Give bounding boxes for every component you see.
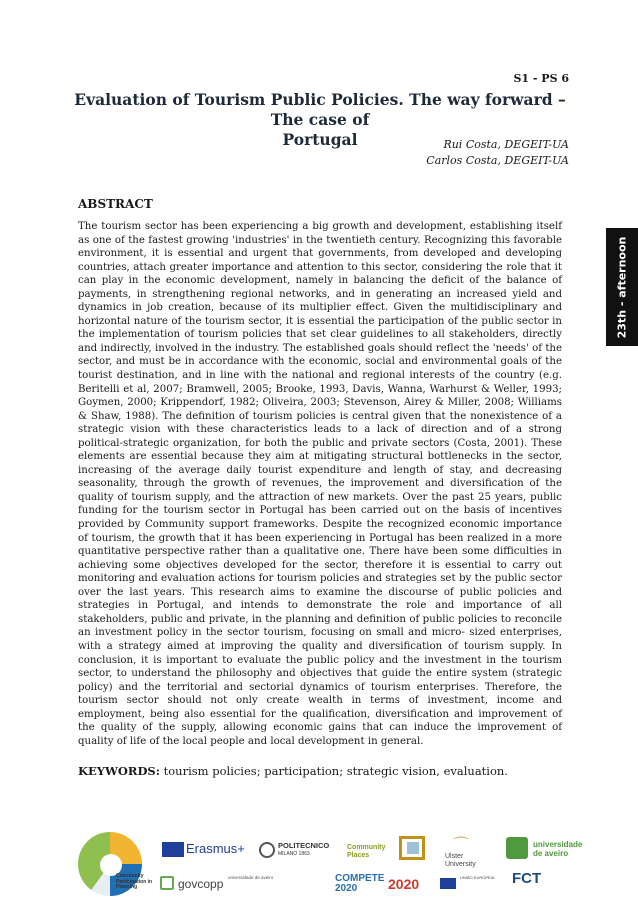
abstract-line: creation, because of its multiplier effect. Given the multidisciplinary and horizontal nature of the [78, 302, 562, 327]
cpp-logo-text: Community Participation in Planning [116, 873, 153, 890]
abstract-line: strengthening regional networks, and in generating an increased yield and dynamics in job [78, 288, 562, 314]
abstract-line: at mitigating structural bottlenecks in the sector, increasing of the average daily tourist [78, 451, 562, 476]
abstract-line: markets. Over the past 25 years, public funding for the tourism sector in Portugal has been [78, 491, 562, 517]
community-places-logo: Community Places [347, 844, 386, 859]
abstract-line: recognized economic importance of tourism, the growth that it has been experiencing in [78, 519, 562, 544]
abstract-heading: ABSTRACT [78, 197, 153, 211]
compete-logo: COMPETE 2020 [335, 873, 385, 894]
abstract-line: policies to reconcile an investment policy in the sector tourism, focusing on small and micro- [78, 613, 562, 639]
abstract-line: supply. In conclusion, it is important to evaluate the public policy and the investment in the [78, 640, 562, 666]
author: Rui Costa, DEGEIT-UA [443, 138, 569, 151]
square-logo-inner-icon [407, 842, 419, 854]
abstract-line: environment, it is essential and urgent that governments, from developed and developing [78, 248, 562, 260]
abstract-line: carried out on the basis of incentives provided by Community support frameworks. Despite the [78, 505, 562, 531]
politecnico-sub: MILANO 1863 [278, 851, 310, 857]
eu-flag-small-icon [440, 878, 456, 889]
abstract-line: the tourism sector should not only create wealth in terms of investment, income and [78, 681, 562, 707]
ulster-logo: Ulster University [445, 853, 476, 868]
abstract-line: play in the economic development, namely in balancing the deficit of the balance of payments, in [78, 275, 562, 300]
session-code: S1 - PS 6 [513, 72, 569, 85]
sponsor-logos [0, 820, 638, 903]
abstract-line: improvement and diversification of the quality of tourism supply, and the attraction of new [78, 478, 562, 503]
erasmus-logo: Erasmus+ [186, 841, 245, 856]
abstract-line: The tourism sector has been experiencing a big growth and development, establishing itself as [78, 221, 562, 246]
abstract-line: importance of all stakeholders, public and private, in the planning and definition of public [78, 600, 562, 625]
abstract-line: tourism policies is central given that the nonexistence of a strategic vision with these [78, 410, 563, 436]
keywords-text: tourism policies; participation; strategic vision, evaluation. [159, 764, 508, 778]
eu-flag-icon [162, 842, 184, 857]
side-tab [606, 228, 638, 346]
abstract-line: sized enterprises, with a strategy aimed at improving the quality and diversification of tourism [78, 627, 562, 652]
aveiro-logo: universidade de aveiro [533, 840, 583, 858]
politecnico-seal-icon [259, 842, 275, 858]
politecnico-name: POLITECNICO [278, 841, 330, 850]
ulster-u-icon: ⌒ [453, 837, 470, 854]
authors [426, 137, 569, 169]
abstract-line: Oliveira, 2003; Stevenson, Airey & Miller, 2008; Williams & Shaw, 1988). The definition of [78, 397, 562, 422]
abstract-line: countries, attach greater importance and attention to this sector, considering the role that it can [78, 261, 562, 287]
keywords [78, 764, 508, 778]
abstract-line: the industry. The established goals should reflect the 'needs' of the sector, and must be in [78, 342, 562, 368]
govcopp-icon [160, 876, 174, 890]
abstract-line: both the public and private sectors (Costa, 2001). These elements are essential because they aim [78, 437, 562, 463]
govcopp-logo: govcopp [178, 877, 224, 891]
abstract-line: of the local people and local development in general. [149, 735, 424, 747]
abstract-line: quality of the supply, allowing economic gains that can induce the improvement of quality of life [78, 722, 562, 747]
abstract-line: employment, being also essential for the qualification, diversification and improvement of the [78, 708, 562, 734]
keywords-label: KEYWORDS: [78, 764, 160, 778]
title-line: Portugal [282, 130, 358, 149]
author: Carlos Costa, DEGEIT-UA [426, 154, 569, 167]
abstract-line: expenditure and length of stay, and decreasing seasonality, through the growth of revenues, the [78, 464, 562, 490]
govcopp-sub: universidade de aveiro [228, 875, 274, 880]
abstract-line: Portugal has been realized in a more quantitative perspective rather than a qualitative one. [78, 532, 562, 558]
portugal2020-logo: 2020 [388, 876, 420, 892]
uniao-europeia-logo: UNIÃO EUROPEIA [460, 875, 495, 880]
abstract-line: characteristics leads to a lack of direction and of a strong political-strategic organization, for [78, 424, 562, 449]
fct-logo: FCT [512, 870, 542, 887]
abstract-line: tourism sector, it is essential the participation of the public sector in the implementation of [78, 315, 562, 341]
abstract-body [78, 220, 562, 748]
abstract-line: therefore it is essential to carry out monitoring and evaluation actions for tourism policies and [78, 559, 562, 585]
abstract-line: strategies set by the public sector over the last years. This research aims to examine the [78, 573, 562, 598]
title-line: Evaluation of Tourism Public Policies. The way forward – The case of [74, 90, 566, 129]
abstract-line: 2005; Brooke, 1993, Davis, Wanna, Warhurst & Weller, 1993; Goymen, 2000; Krippendorf, 1982; [78, 383, 562, 409]
abstract-line: (strategic policy) and the territorial and sectorial dynamics of tourism enterprises. Therefore, [78, 668, 562, 693]
abstract-line: tourism policies that set clear guidelines to all stakeholders, directly and indirectly, involved in [78, 329, 562, 354]
abstract-line: accordance with the economic, social and environmental goals of the tourist destination, and in [78, 356, 562, 382]
abstract-line: There have been some difficulties in achieving some objectives developed for the sector, [78, 546, 562, 571]
abstract-line: tourism sector, to understand the philosophy and objectives that guide the entire system [78, 654, 562, 680]
side-tab-label: 23th - afternoon [615, 236, 629, 338]
abstract-line: one of the fastest growing 'industries' in the twentieth century. Recognizing this favorable [92, 234, 562, 246]
abstract-line: discourse of public policies and strategies in Portugal, and intends to demonstrate the role and [78, 586, 562, 612]
aveiro-icon [506, 837, 528, 859]
politecnico-logo [278, 842, 329, 858]
abstract-line: line with the national and regional interests of the country (e.g. Beritelli et al, 2007; Bramwell, [78, 370, 563, 395]
